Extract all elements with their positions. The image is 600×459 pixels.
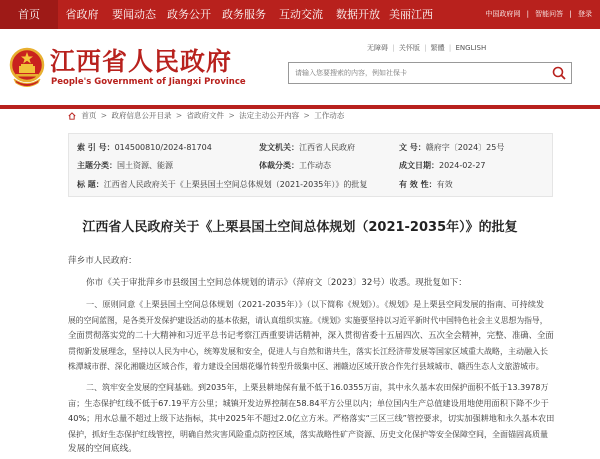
breadcrumb-province-docs[interactable]: 省政府文件 xyxy=(186,111,225,120)
meta-validity-label: 有 效 性： xyxy=(399,180,437,189)
meta-validity-value: 有效 xyxy=(436,180,453,189)
paragraph-line: 保护，抓好生态保护红线管控，明确自然灾害风险重点防控区域，落实战略性矿产资源、历史文化保护等安全保障空间，全面锚固高质量 xyxy=(68,429,548,439)
breadcrumb-home[interactable]: 首页 xyxy=(81,111,97,120)
link-smart-qa[interactable]: 智能问答 xyxy=(535,10,564,18)
breadcrumb-statutory-content[interactable]: 法定主动公开内容 xyxy=(239,111,300,120)
article-title: 江西省人民政府关于《上栗县国土空间总体规划（2021-2035年）》的批复 xyxy=(82,220,518,235)
breadcrumb-separator: > xyxy=(100,111,108,120)
breadcrumb-separator: > xyxy=(303,111,310,120)
header-divider xyxy=(0,105,600,109)
paragraph-line: 二、筑牢安全发展的空间基础。到2035年，上栗县耕地保有量不低于16.0355万亩，其中永久基本农田保护面积不低于13.3978万 xyxy=(86,383,549,392)
link-separator: | xyxy=(526,10,529,18)
paragraph-line: 贯彻新发展理念，坚持以人民为中心，统筹发展和安全，促进人与自然和谐共生，落实长江经济带发展等国家区域重大战略，主动融入长 xyxy=(68,346,548,356)
article-paragraph-3 xyxy=(68,380,554,458)
link-accessibility[interactable]: 无障碍 xyxy=(367,44,388,52)
link-separator: | xyxy=(424,44,427,52)
article-paragraph-1 xyxy=(68,276,554,292)
search-box xyxy=(288,62,572,84)
paragraph-line: 亩；生态保护红线不低于67.19平方公里；城镇开发边界控制在58.84平方公里以内；单位国内生产总值建设用地使用面积下降不少于 xyxy=(68,397,549,408)
meta-docno-value: 赣府字〔2024〕25号 xyxy=(425,143,505,152)
breadcrumb-gov-info-catalog[interactable]: 政府信息公开目录 xyxy=(111,111,172,120)
meta-topic-label: 主题分类： xyxy=(77,161,117,170)
meta-docno xyxy=(399,142,504,153)
meta-date-label: 成文日期： xyxy=(399,161,439,170)
nav-item-gov-services[interactable]: 政务服务 xyxy=(222,8,266,21)
link-china-gov[interactable]: 中国政府网 xyxy=(485,10,521,18)
breadcrumb-work-updates[interactable]: 工作动态 xyxy=(314,111,345,120)
paragraph-line: 40%；用水总量不超过上级下达指标，其中2025年不超过2.0亿立方米。严格落实“三区三线”管控要求，切实加强耕地和永久基本农田 xyxy=(68,413,555,423)
meta-title xyxy=(77,179,367,190)
accessibility-links xyxy=(367,43,486,53)
home-icon xyxy=(68,112,76,120)
nav-item-interaction[interactable]: 互动交流 xyxy=(279,8,323,21)
site-header xyxy=(0,29,600,105)
meta-type xyxy=(259,160,331,171)
link-english[interactable]: ENGLISH xyxy=(455,44,487,52)
link-separator: | xyxy=(448,44,452,52)
meta-index-label: 索 引 号： xyxy=(77,143,115,152)
top-navigation-bar xyxy=(0,0,600,29)
link-separator: | xyxy=(392,44,395,52)
breadcrumb-separator: > xyxy=(228,111,235,120)
meta-type-value: 工作动态 xyxy=(299,161,331,170)
meta-date-value: 2024-02-27 xyxy=(439,161,486,170)
meta-org-value: 江西省人民政府 xyxy=(299,143,355,152)
paragraph-line: 全面贯彻落实党的二十大精神和习近平总书记考察江西重要讲话精神，深入贯彻省委十五届四次、五次全会精神，完整、准确、全面 xyxy=(68,330,554,340)
search-button[interactable] xyxy=(547,63,571,83)
paragraph-line: 展的空间蓝图，是各类开发保护建设活动的基本依据，请认真组织实施。《规划》实施要坚持以习近平新时代中国特色社会主义思想为指导， xyxy=(68,315,548,325)
breadcrumb-separator: > xyxy=(175,111,183,120)
meta-topic xyxy=(77,160,173,171)
meta-topic-value: 国土资源、能源 xyxy=(117,161,173,170)
nav-item-gov-affairs-open[interactable]: 政务公开 xyxy=(167,8,211,21)
article-paragraph-2 xyxy=(68,297,554,375)
document-meta-table xyxy=(68,133,553,197)
nav-item-open-data[interactable]: 数据开放 xyxy=(336,8,380,21)
meta-docno-label: 文 号： xyxy=(399,143,426,152)
nav-item-news[interactable]: 要闻动态 xyxy=(112,8,156,21)
site-subtitle: People's Government of Jiangxi Province xyxy=(51,77,246,87)
breadcrumb xyxy=(68,110,344,121)
meta-type-label: 体裁分类： xyxy=(259,161,299,170)
nav-item-home[interactable]: 首页 xyxy=(0,0,58,29)
meta-org-label: 发文机关： xyxy=(259,143,299,152)
meta-date xyxy=(399,160,486,171)
paragraph-line: 发展的空间底线。 xyxy=(68,444,137,454)
site-title: 江西省人民政府 xyxy=(50,47,233,76)
article-addressee: 萍乡市人民政府： xyxy=(68,256,137,266)
paragraph-line: 一、原则同意《上栗县国土空间总体规划（2021-2035年）》（以下简称《规划》）。《规划》是上栗县空间发展的指南、可持续发 xyxy=(86,299,545,309)
meta-index-value: 014500810/2024-81704 xyxy=(114,143,212,152)
top-right-links xyxy=(481,0,592,29)
nav-item-beautiful-jiangxi[interactable]: 美丽江西 xyxy=(389,8,433,21)
search-icon xyxy=(547,63,571,83)
meta-index xyxy=(77,142,212,153)
link-login[interactable]: 登录 xyxy=(578,10,592,18)
meta-validity xyxy=(399,179,453,190)
paragraph-line: 你市《关于审批萍乡市县级国土空间总体规划的请示》（萍府文〔2023〕32号）收悉。现批复如下： xyxy=(86,278,467,288)
meta-org xyxy=(259,142,355,153)
link-separator: | xyxy=(569,10,572,18)
meta-title-label: 标 题： xyxy=(77,180,104,189)
paragraph-line: 株潭城市群、深化湘赣边区域合作，着力建设全国烟花爆竹转型升级集中区、湘赣边区域开放合作先行县域城市、赣西生态人文旅游城市。 xyxy=(68,362,544,371)
meta-title-value: 江西省人民政府关于《上栗县国土空间总体规划（2021-2035年）》的批复 xyxy=(103,180,368,189)
link-care-mode[interactable]: 关怀版 xyxy=(398,44,420,52)
link-traditional-chinese[interactable]: 繁體 xyxy=(430,44,445,52)
search-input[interactable] xyxy=(295,63,545,83)
nav-item-province-gov[interactable]: 省政府 xyxy=(65,8,99,21)
national-emblem-icon xyxy=(8,46,46,90)
